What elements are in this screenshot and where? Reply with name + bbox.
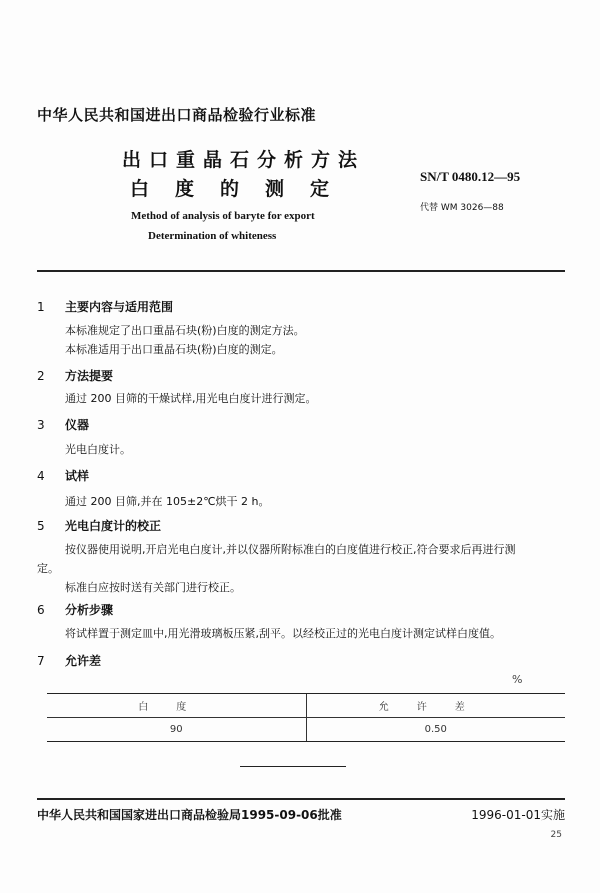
issuer-title: 中华人民共和国进出口商品检验行业标准 (37, 106, 317, 124)
header-cell: 白度 (47, 694, 307, 717)
tolerance-table (47, 693, 565, 742)
header-divider (37, 270, 565, 272)
paragraph: 本标准适用于出口重晶石块(粉)白度的测定。 (65, 343, 283, 356)
paragraph: 通过 200 目筛的干燥试样,用光电白度计进行测定。 (65, 392, 317, 405)
title-cn-line1: 出口重晶石分析方法 (122, 149, 366, 171)
title-cn-line2: 白度的测定 (130, 178, 356, 200)
section-heading-7: 7 允许差 (37, 654, 102, 668)
paragraph: 本标准规定了出口重晶石块(粉)白度的测定方法。 (65, 324, 305, 337)
footer-divider (37, 798, 565, 800)
end-mark-line (240, 766, 346, 767)
title-en-line1: Method of analysis of baryte for export (131, 210, 315, 222)
standard-number: SN/T 0480.12—95 (420, 169, 521, 184)
paragraph: 将试样置于测定皿中,用光滑玻璃板压紧,刮平。以经校正过的光电白度计测定试样白度值。 (65, 627, 501, 640)
section-heading-5: 5 光电白度计的校正 (37, 519, 162, 533)
table-cell: 90 (47, 718, 307, 741)
table-unit: % (512, 673, 523, 686)
section-heading-2: 2 方法提要 (37, 369, 114, 383)
paragraph: 光电白度计。 (65, 443, 131, 456)
section-heading-4: 4 试样 (37, 469, 90, 483)
table-header-row (47, 694, 565, 717)
section-heading-6: 6 分析步骤 (37, 603, 114, 617)
approval-note: 中华人民共和国国家进出口商品检验局1995-09-06批准 (37, 808, 342, 822)
title-en-line2: Determination of whiteness (148, 230, 277, 242)
page-number: 25 (550, 830, 562, 840)
paragraph: 通过 200 目筛,并在 105±2℃烘干 2 h。 (65, 495, 270, 508)
table-row (47, 717, 565, 741)
header-cell: 允许差 (378, 702, 493, 713)
paragraph: 定。 (37, 562, 59, 575)
section-heading-1: 1 主要内容与适用范围 (37, 300, 174, 314)
replaces-note: 代替 WM 3026—88 (420, 203, 504, 213)
paragraph: 按仪器使用说明,开启光电白度计,并以仪器所附标准白的白度值进行校正,符合要求后再进行测 (65, 543, 516, 556)
section-heading-3: 3 仪器 (37, 418, 90, 432)
table-cell: 0.50 (424, 724, 447, 735)
effective-date: 1996-01-01实施 (471, 808, 565, 822)
paragraph: 标准白应按时送有关部门进行校正。 (65, 581, 241, 594)
